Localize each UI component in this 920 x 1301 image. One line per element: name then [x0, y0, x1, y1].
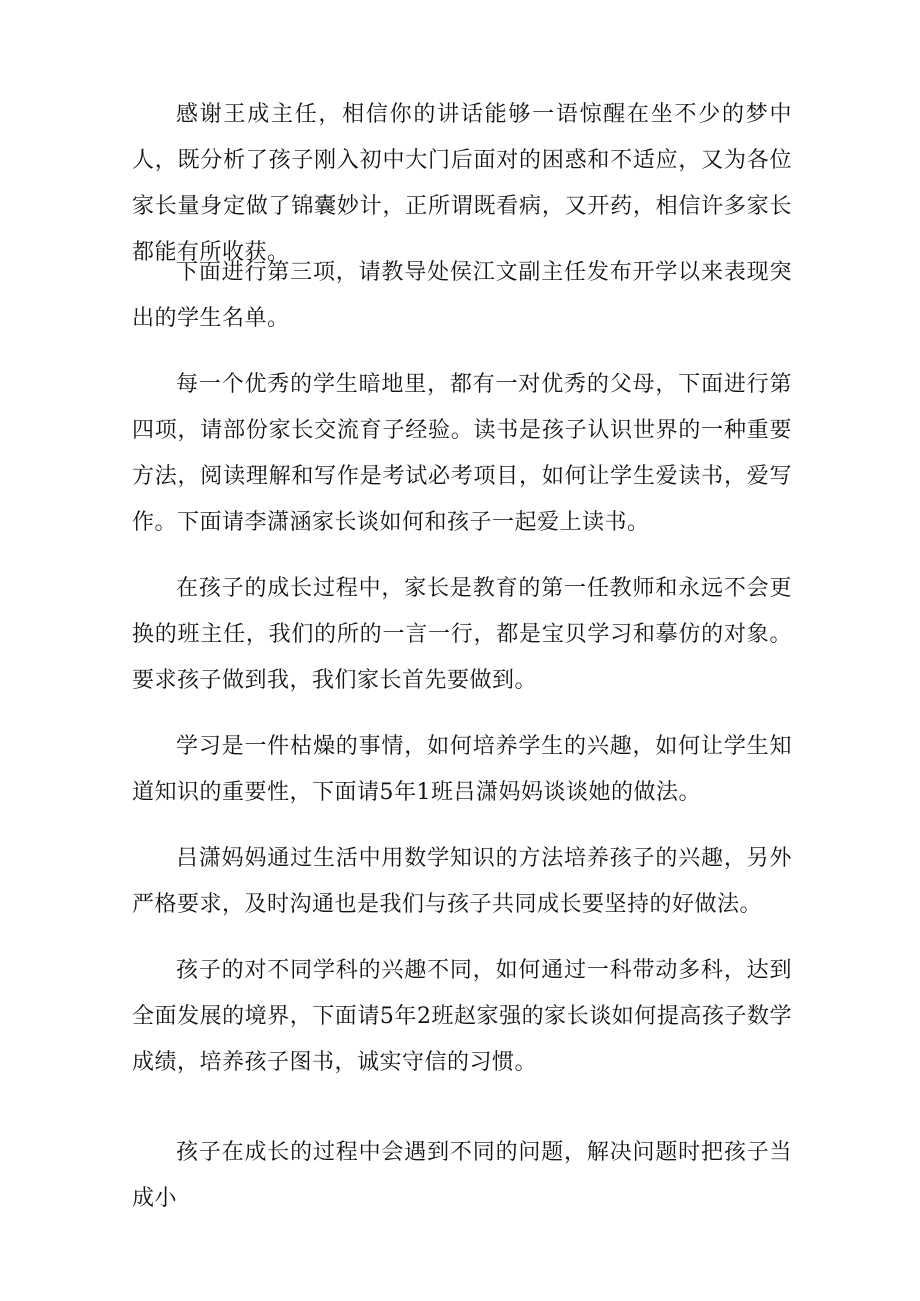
paragraph-item-three: 下面进行第三项，请教导处侯江文副主任发布开学以来表现突出的学生名单。 — [132, 260, 792, 331]
paragraph-growth-problems: 孩子在成长的过程中会遇到不同的问题，解决问题时把孩子当成小 — [132, 1140, 792, 1211]
paragraph-thanks-wang-cheng: 感谢王成主任，相信你的讲话能够一语惊醒在坐不少的梦中人，既分析了孩子刚入初中大门后面对的困惑和不适应，又为各位家长量身定做了锦囊妙计，正所谓既看病，又开药，相信许多家长都能有所收获。 — [132, 102, 792, 265]
paragraph-parents-role: 在孩子的成长过程中，家长是教育的第一任教师和永远不会更换的班主任，我们的所的一言一行，都是宝贝学习和摹仿的对象。要求孩子做到我，我们家长首先要做到。 — [132, 576, 792, 693]
paragraph-lv-xiao-mother: 吕潇妈妈通过生活中用数学知识的方法培养孩子的兴趣，另外严格要求，及时沟通也是我们与孩子共同成长要坚持的好做法。 — [132, 846, 792, 917]
paragraph-item-four-reading: 每一个优秀的学生暗地里，都有一对优秀的父母，下面进行第四项，请部份家长交流育子经验。读书是孩子认识世界的一种重要方法，阅读理解和写作是考试必考项目，如何让学生爱读书，爱写作。下面请李潇涵家长谈如何和孩子一起爱上读书。 — [132, 372, 792, 535]
paragraph-subject-interest: 孩子的对不同学科的兴趣不同，如何通过一科带动多科，达到全面发展的境界，下面请5年2班赵家强的家长谈如何提高孩子数学成绩，培养孩子图书，诚实守信的习惯。 — [132, 958, 792, 1075]
paragraph-learning-interest: 学习是一件枯燥的事情，如何培养学生的兴趣，如何让学生知道知识的重要性，下面请5年1班吕潇妈妈谈谈她的做法。 — [132, 734, 792, 805]
